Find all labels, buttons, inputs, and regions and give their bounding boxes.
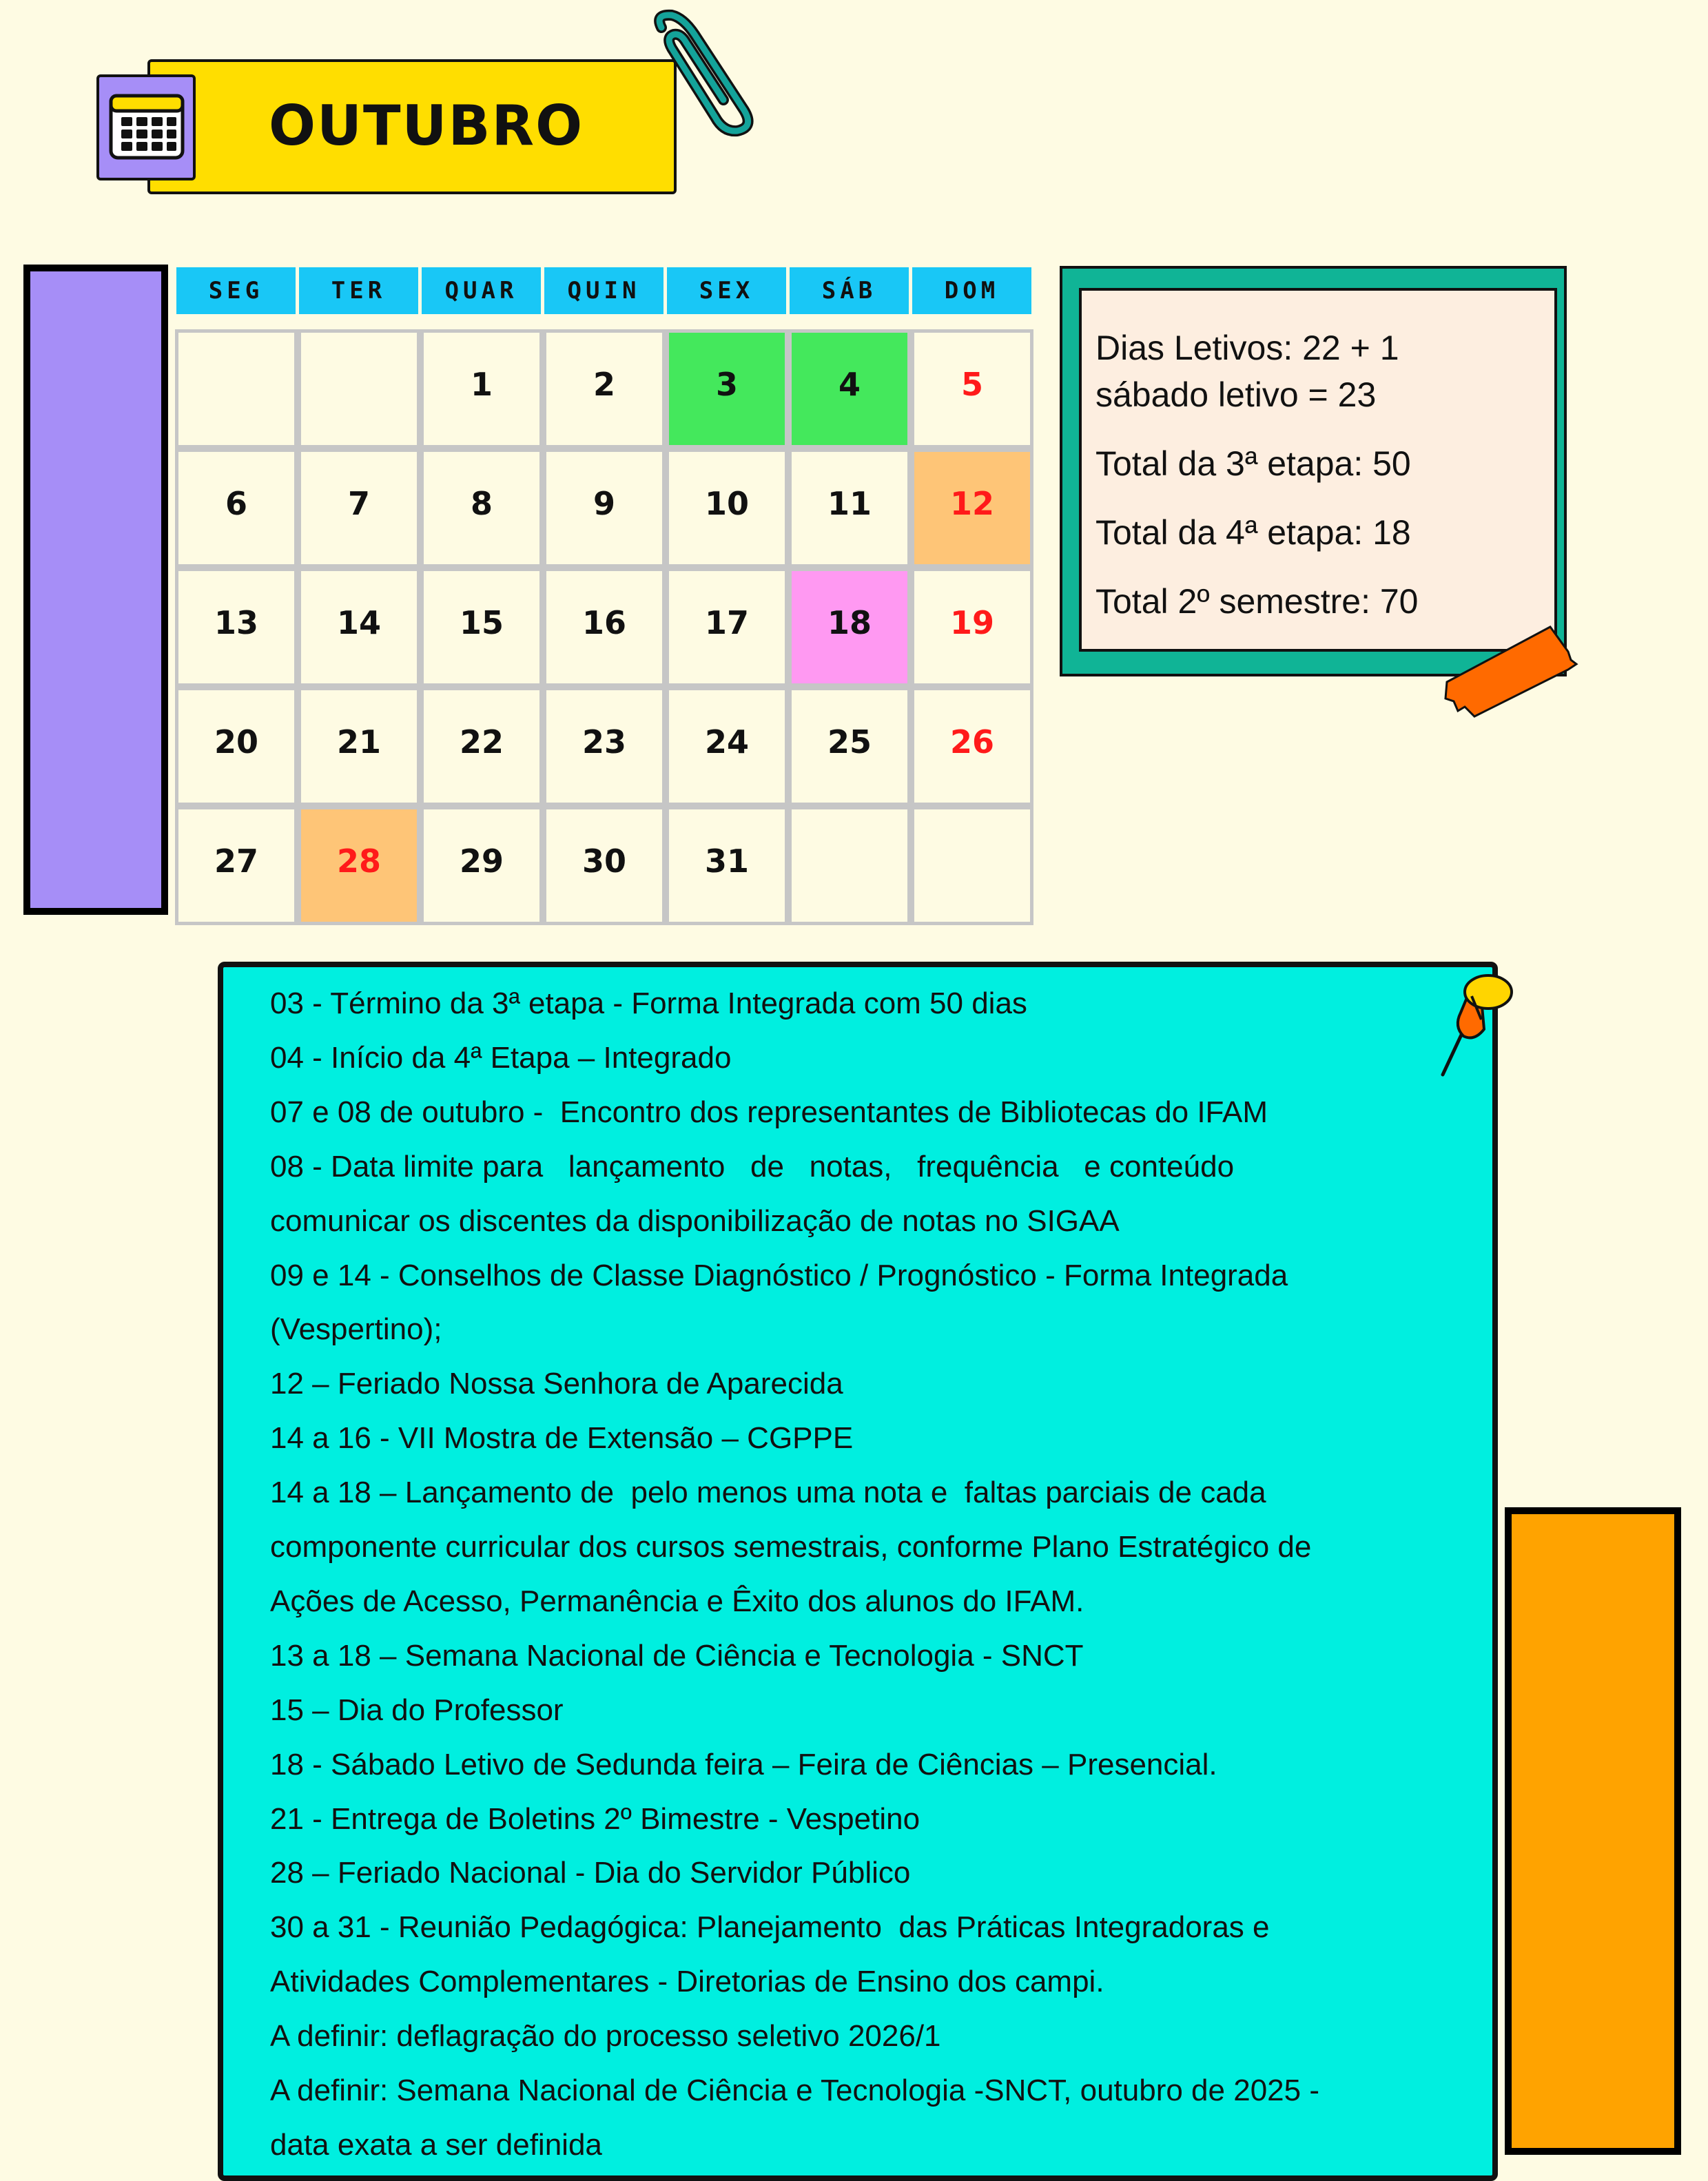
calendar-day-6: 6: [175, 448, 298, 568]
calendar-day-9: 9: [543, 448, 666, 568]
summary-line: Total da 3ª etapa: 50: [1095, 444, 1411, 483]
calendar-day-18: 18: [788, 568, 911, 687]
event-line: 07 e 08 de outubro - Encontro dos representantes de Bibliotecas do IFAM: [270, 1095, 1268, 1129]
calendar-day-15: 15: [420, 568, 543, 687]
event-line: A definir: Semana Nacional de Ciência e Tecnologia -SNCT, outubro de 2025 -: [270, 2074, 1319, 2107]
calendar-day-10: 10: [666, 448, 788, 568]
event-line: 13 a 18 – Semana Nacional de Ciência e Tecnologia - SNCT: [270, 1639, 1084, 1673]
page-title: OUTUBRO: [269, 94, 584, 158]
calendar-grid: [175, 329, 1036, 927]
calendar-day-16: 16: [543, 568, 666, 687]
calendar-day-7: 7: [298, 448, 420, 568]
calendar-day-14: 14: [298, 568, 420, 687]
event-line: 03 - Término da 3ª etapa - Forma Integrada com 50 dias: [270, 986, 1027, 1020]
calendar-day-26: 26: [911, 687, 1033, 806]
calendar-day-27: 27: [175, 806, 298, 925]
event-line: Atividades Complementares - Diretorias de Ensino dos campi.: [270, 1965, 1104, 1998]
event-line: Ações de Acesso, Permanência e Êxito dos alunos do IFAM.: [270, 1584, 1084, 1618]
weekday-label: SEX: [667, 267, 786, 314]
calendar-day-24: 24: [666, 687, 788, 806]
event-line: componente curricular dos cursos semestrais, conforme Plano Estratégico de: [270, 1530, 1312, 1564]
calendar-day-29: 29: [420, 806, 543, 925]
calendar-day-8: 8: [420, 448, 543, 568]
event-line: 12 – Feriado Nossa Senhora de Aparecida: [270, 1367, 843, 1400]
pushpin-icon: [1433, 964, 1516, 1082]
summary-line: Total 2º semestre: 70: [1095, 582, 1419, 621]
event-line: 18 - Sábado Letivo de Sedunda feira – Feira de Ciências – Presencial.: [270, 1748, 1217, 1781]
summary-line: Total da 4ª etapa: 18: [1095, 513, 1411, 552]
summary-line: Dias Letivos: 22 + 1: [1095, 329, 1399, 367]
calendar-day-31: 31: [666, 806, 788, 925]
weekday-label: SÁB: [790, 267, 909, 314]
event-line: 08 - Data limite para lançamento de notas, frequência e conteúdo: [270, 1150, 1235, 1183]
event-line: 28 – Feriado Nacional - Dia do Servidor Público: [270, 1856, 911, 1890]
calendar-day-17: 17: [666, 568, 788, 687]
event-line: (Vespertino);: [270, 1312, 442, 1346]
calendar-day-12: 12: [911, 448, 1033, 568]
event-line: 09 e 14 - Conselhos de Classe Diagnóstico / Prognóstico - Forma Integrada: [270, 1259, 1288, 1292]
calendar-empty-cell: [788, 806, 911, 925]
event-line: 14 a 18 – Lançamento de pelo menos uma nota e faltas parciais de cada: [270, 1476, 1266, 1509]
weekday-header: [176, 267, 1035, 314]
event-line: data exata a ser definida: [270, 2128, 602, 2162]
paperclip-icon: [634, 7, 758, 138]
calendar-day-3: 3: [666, 329, 788, 448]
weekday-label: SEG: [176, 267, 296, 314]
calendar-day-19: 19: [911, 568, 1033, 687]
tape-icon: [1433, 613, 1585, 730]
weekday-label: QUIN: [544, 267, 663, 314]
decorative-orange-bar: [1505, 1507, 1681, 2155]
calendar-day-23: 23: [543, 687, 666, 806]
weekday-label: TER: [299, 267, 418, 314]
decorative-purple-bar: [23, 265, 168, 915]
event-line: 04 - Início da 4ª Etapa – Integrado: [270, 1041, 732, 1075]
calendar-day-5: 5: [911, 329, 1033, 448]
calendar-day-1: 1: [420, 329, 543, 448]
event-line: 15 – Dia do Professor: [270, 1693, 564, 1727]
calendar-day-30: 30: [543, 806, 666, 925]
event-line: 30 a 31 - Reunião Pedagógica: Planejamento das Práticas Integradoras e: [270, 1910, 1270, 1944]
calendar-day-25: 25: [788, 687, 911, 806]
calendar-empty-cell: [298, 329, 420, 448]
calendar-empty-cell: [911, 806, 1033, 925]
summary-line: sábado letivo = 23: [1095, 375, 1377, 414]
calendar-day-22: 22: [420, 687, 543, 806]
event-line: 21 - Entrega de Boletins 2º Bimestre - Vespetino: [270, 1802, 920, 1836]
calendar-day-13: 13: [175, 568, 298, 687]
calendar-day-28: 28: [298, 806, 420, 925]
calendar-day-11: 11: [788, 448, 911, 568]
event-line: A definir: deflagração do processo seletivo 2026/1: [270, 2019, 941, 2053]
calendar-day-21: 21: [298, 687, 420, 806]
calendar-day-2: 2: [543, 329, 666, 448]
calendar-day-20: 20: [175, 687, 298, 806]
weekday-label: DOM: [912, 267, 1031, 314]
calendar-day-4: 4: [788, 329, 911, 448]
calendar-icon: [109, 94, 185, 160]
weekday-label: QUAR: [422, 267, 541, 314]
event-line: comunicar os discentes da disponibilização de notas no SIGAA: [270, 1204, 1120, 1238]
calendar-empty-cell: [175, 329, 298, 448]
event-line: 14 a 16 - VII Mostra de Extensão – CGPPE: [270, 1421, 854, 1455]
